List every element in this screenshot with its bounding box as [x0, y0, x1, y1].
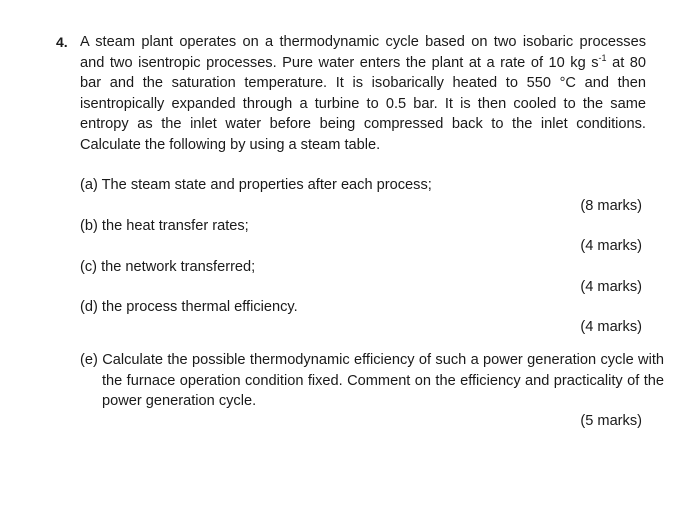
question-intro-text-continued: at 80 bar and the saturation temperature. It is isobarically heated to 550 °C and then isentropically expanded through a turbine to 0.5 bar. It is then cooled to the same entropy as the inlet water before being compressed back to the inlet conditions. Calculate the following by using a steam table.	[80, 54, 647, 153]
part-b-label: (b)	[80, 218, 98, 234]
part-e-label: (e)	[80, 352, 98, 368]
part-d	[80, 297, 642, 318]
part-b-marks: (4 marks)	[580, 238, 642, 254]
question-4	[56, 32, 646, 155]
part-e	[80, 350, 664, 412]
part-a	[80, 175, 642, 196]
part-c-label: (c)	[80, 259, 98, 275]
part-c-text: the network transferred;	[101, 259, 256, 275]
question-intro	[80, 32, 646, 155]
part-a-label: (a)	[80, 177, 98, 193]
part-c	[80, 257, 642, 278]
part-e-text: Calculate the possible thermodynamic efficiency of such a power generation cycle with the furnace operation condition fixed. Comment on the efficiency and practicality of the power generation cycle.	[102, 352, 664, 409]
part-e-marks: (5 marks)	[580, 413, 642, 429]
unit-exponent: -1	[598, 52, 607, 63]
part-d-marks: (4 marks)	[580, 319, 642, 335]
question-intro-text: A steam plant operates on a thermodynamic cycle based on two isobaric processes and two isentropic processes. Pure water enters the plant at a rate of 10 kg s	[80, 34, 646, 71]
part-c-marks: (4 marks)	[580, 279, 642, 295]
part-a-text: The steam state and properties after each process;	[101, 177, 432, 193]
part-b	[80, 216, 642, 237]
question-number: 4.	[56, 34, 68, 50]
part-d-label: (d)	[80, 299, 98, 315]
part-a-marks: (8 marks)	[580, 198, 642, 214]
part-d-text: the process thermal efficiency.	[101, 299, 298, 315]
part-b-text: the heat transfer rates;	[101, 218, 249, 234]
